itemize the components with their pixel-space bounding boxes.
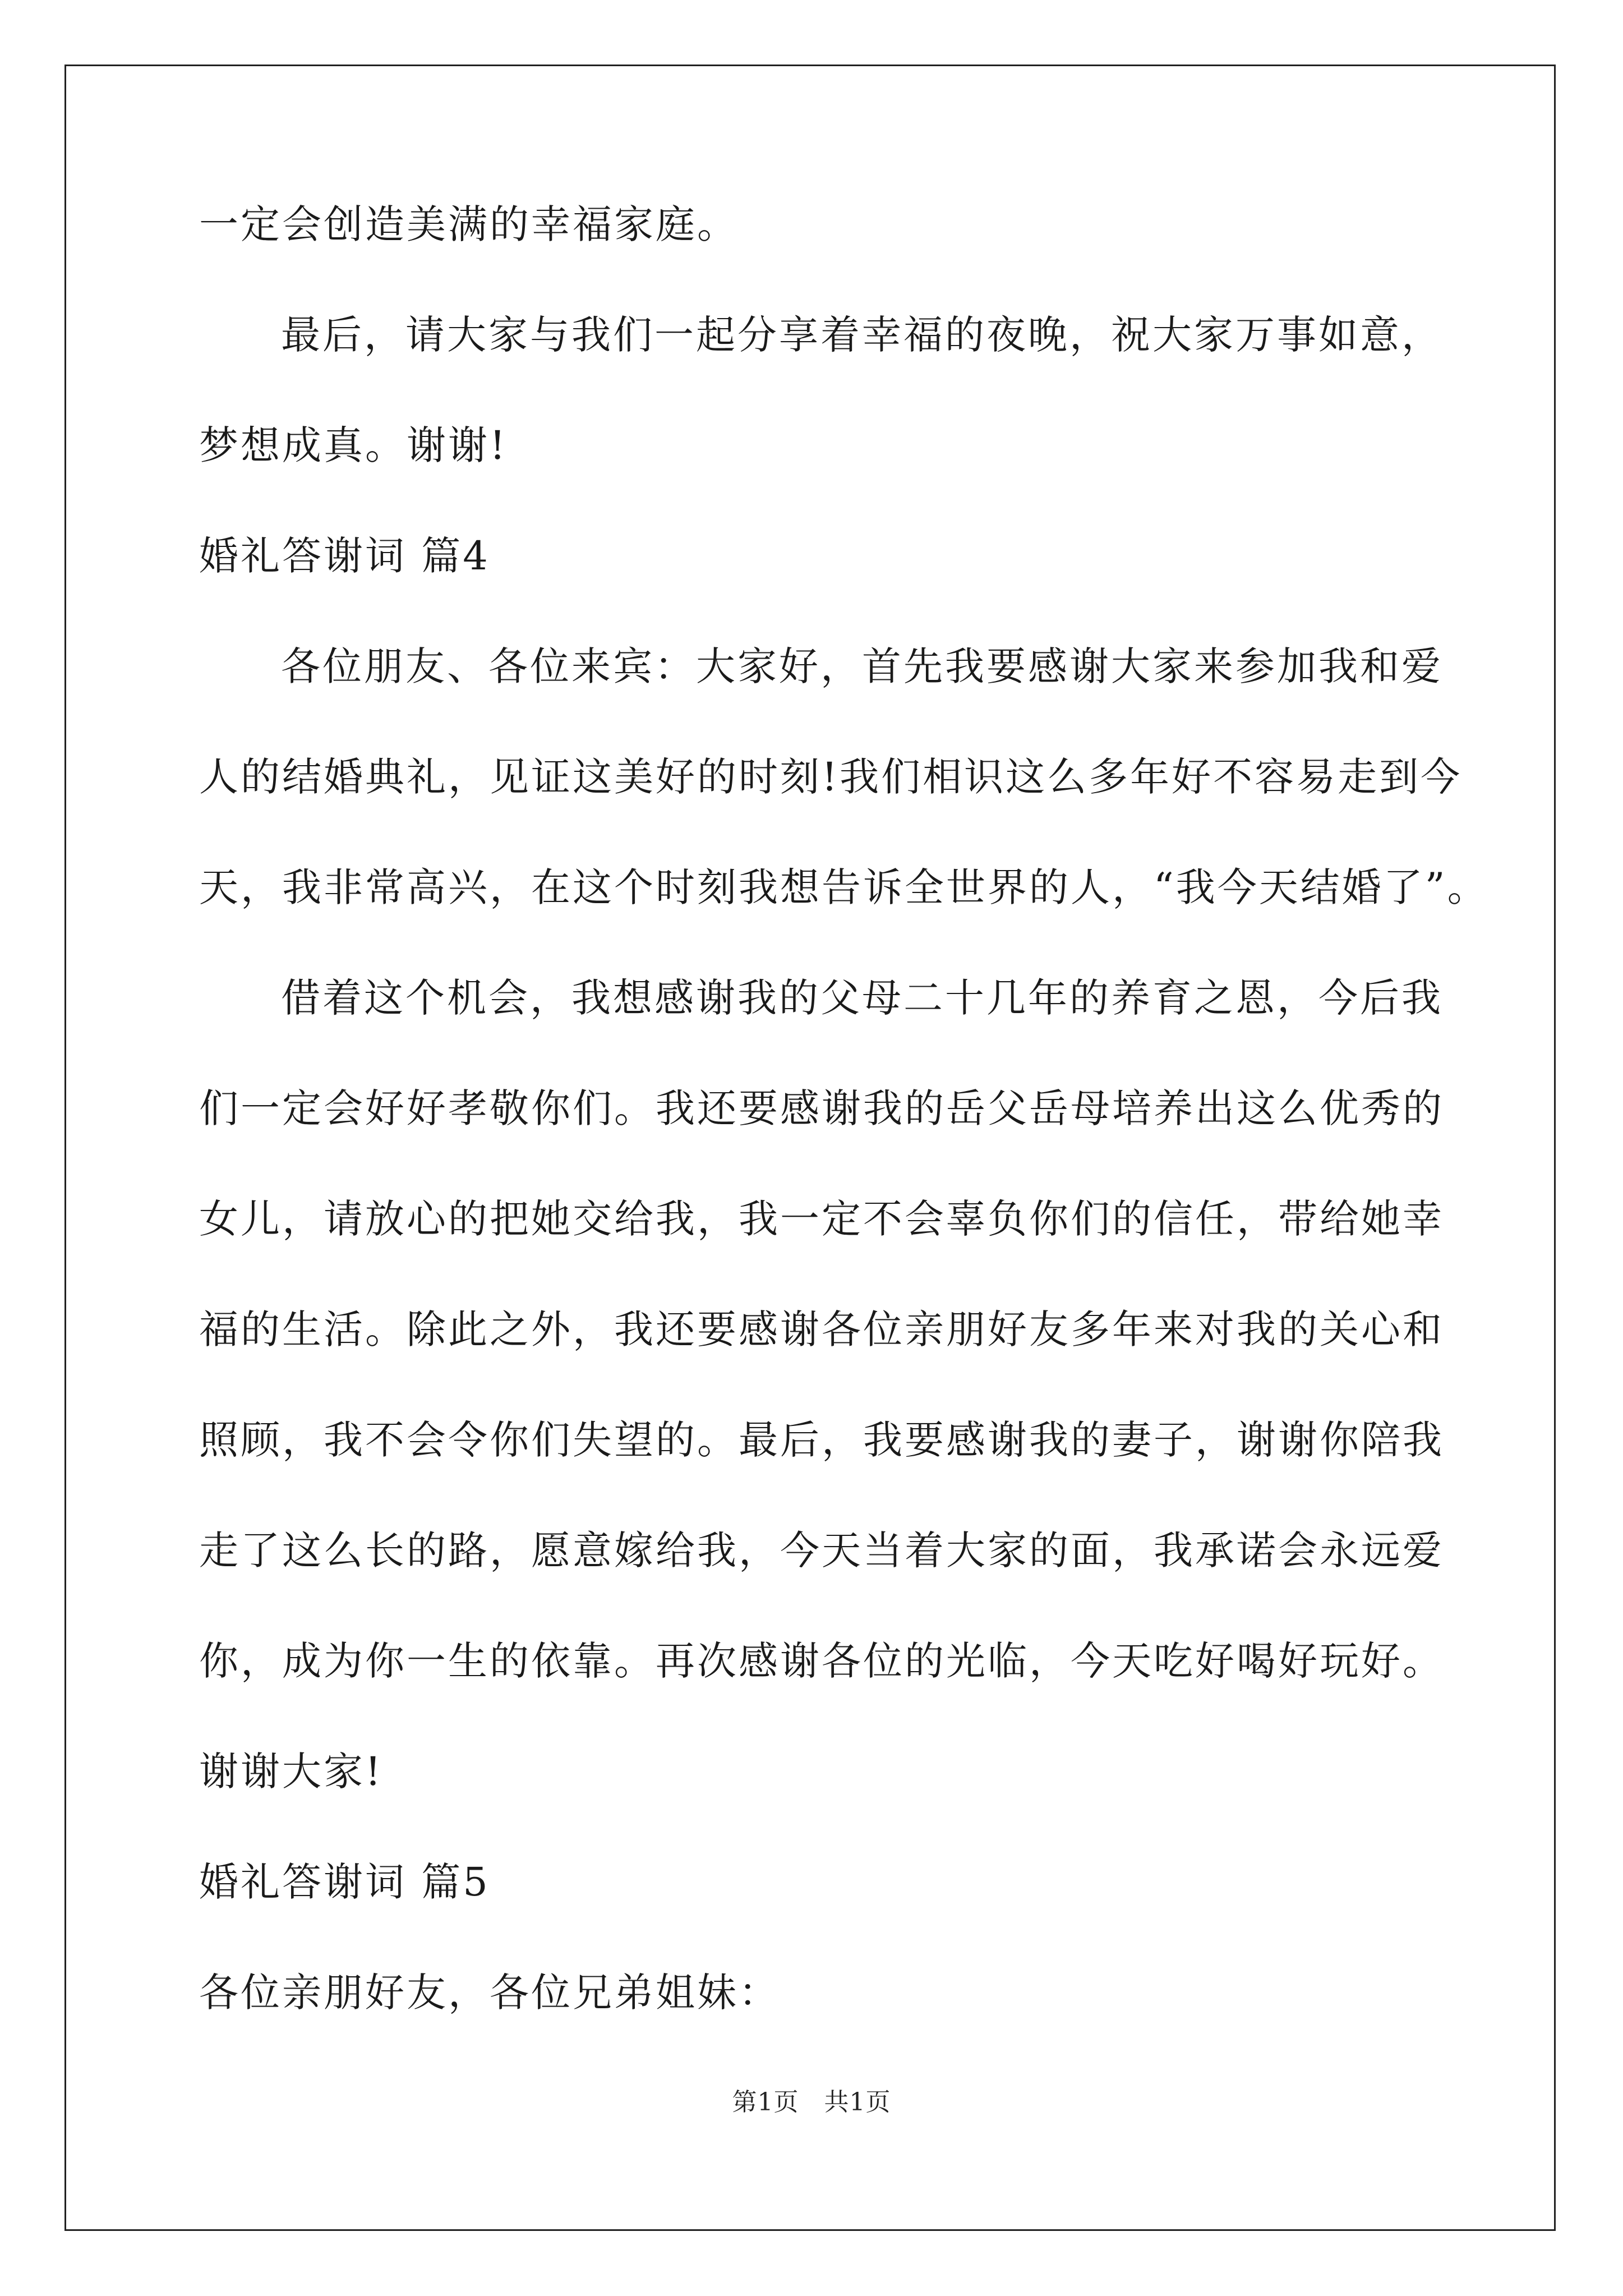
section-heading: 婚礼答谢词 篇4	[199, 533, 490, 579]
paragraph-line: 各位朋友、各位来宾：大家好，首先我要感谢大家来参加我和爱	[281, 643, 1443, 689]
paragraph-line: 借着这个机会，我想感谢我的父母二十几年的养育之恩，今后我	[281, 975, 1443, 1021]
paragraph-line: 女儿，请放心的把她交给我，我一定不会辜负你们的信任，带给她幸	[199, 1196, 1444, 1242]
paragraph-line: 们一定会好好孝敬你们。我还要感谢我的岳父岳母培养出这么优秀的	[199, 1085, 1444, 1131]
paragraph-line: 人的结婚典礼，见证这美好的时刻!我们相识这么多年好不容易走到今	[199, 754, 1463, 800]
paragraph-line: 最后，请大家与我们一起分享着幸福的夜晚，祝大家万事如意，	[281, 312, 1443, 358]
paragraph-line: 一定会创造美满的幸福家庭。	[199, 201, 739, 247]
paragraph-line: 天，我非常高兴，在这个时刻我想告诉全世界的人，“我今天结婚了”。	[199, 864, 1489, 910]
page-number: 第1页 共1页	[732, 2088, 891, 2116]
paragraph-line: 梦想成真。谢谢!	[199, 422, 508, 468]
paragraph-line: 走了这么长的路，愿意嫁给我，今天当着大家的面，我承诺会永远爱	[199, 1527, 1444, 1573]
paragraph-line: 照顾，我不会令你们失望的。最后，我要感谢我的妻子，谢谢你陪我	[199, 1417, 1444, 1463]
section-heading: 婚礼答谢词 篇5	[199, 1859, 490, 1905]
paragraph-line: 福的生活。除此之外，我还要感谢各位亲朋好友多年来对我的关心和	[199, 1306, 1444, 1352]
paragraph-line: 谢谢大家!	[199, 1749, 384, 1795]
paragraph-line: 各位亲朋好友，各位兄弟姐妹：	[199, 1970, 780, 2016]
paragraph-line: 你，成为你一生的依靠。再次感谢各位的光临，今天吃好喝好玩好。	[199, 1638, 1444, 1684]
